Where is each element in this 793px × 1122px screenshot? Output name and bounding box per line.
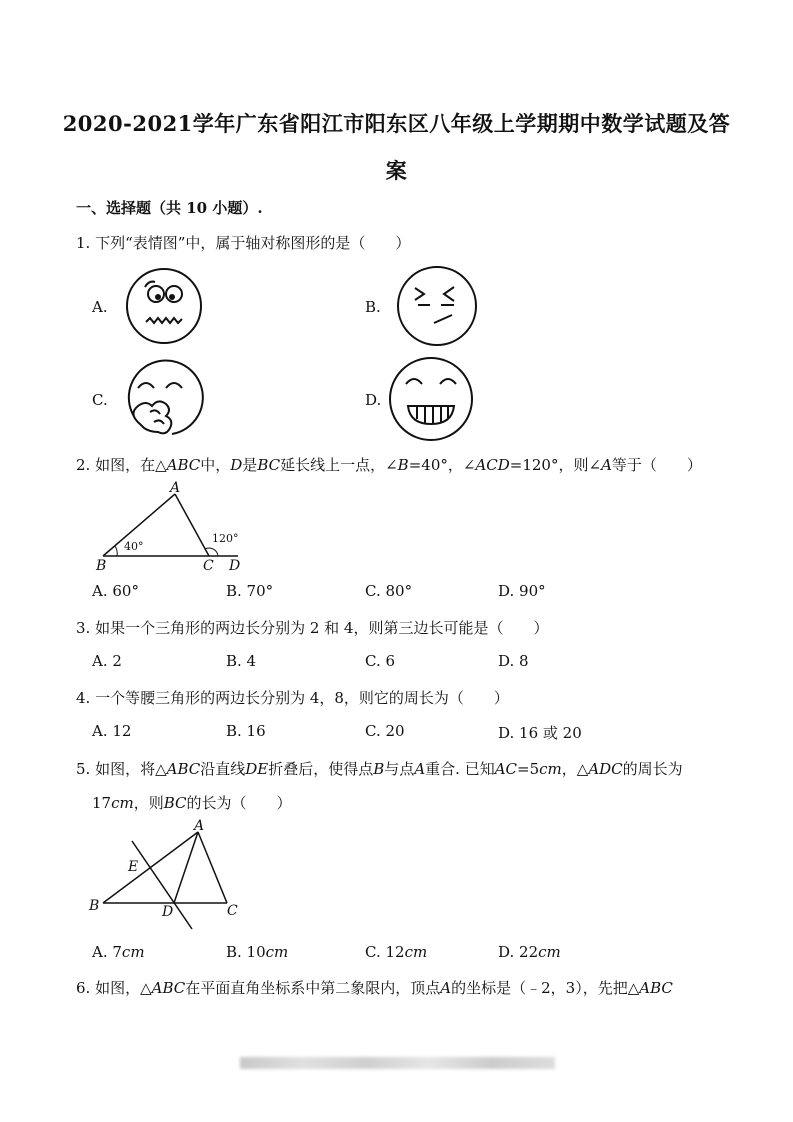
q4-option-c: C. 20	[365, 722, 405, 740]
q5-option-d: D. 22cm	[498, 943, 561, 961]
q5-option-b: B. 10cm	[226, 943, 289, 961]
question-4-text: 4. 一个等腰三角形的两边长分别为 4，8，则它的周长为（ ）	[76, 689, 509, 707]
question-1-text: 1. 下列“表情图”中，属于轴对称图形的是（ ）	[76, 234, 411, 252]
q5-vertex-c-label: C	[227, 903, 238, 919]
q2-option-b: B. 70°	[226, 582, 274, 600]
q2-vertex-d-label: D	[229, 558, 241, 574]
q1-option-d-label: D.	[365, 391, 382, 409]
q1-option-b-face-icon	[396, 265, 478, 347]
q1-option-b-label: B.	[365, 298, 381, 316]
footer-watermark	[240, 1057, 555, 1069]
q3-option-b: B. 4	[226, 652, 257, 670]
q1-option-d-face-icon	[388, 356, 474, 442]
q4-option-d: D. 16 或 20	[498, 724, 582, 742]
q3-option-a: A. 2	[92, 652, 122, 670]
q1-option-a-label: A.	[92, 298, 108, 316]
question-5-text-line2: 17cm，则BC的长为（ ）	[92, 794, 292, 812]
q4-option-b: B. 16	[226, 722, 266, 740]
q1-option-c-label: C.	[92, 391, 108, 409]
question-2-text: 2. 如图，在△ABC中，D是BC延长线上一点，∠B=40°，∠ACD=120°，则∠A等于（ ）	[76, 456, 702, 474]
q2-vertex-b-label: B	[96, 558, 107, 574]
q2-vertex-a-label: A	[170, 480, 181, 496]
q1-option-a-face-icon	[125, 268, 205, 348]
question-6-text: 6. 如图，△ABC在平面直角坐标系中第二象限内，顶点A的坐标是（﹣2，3），先把△ABC	[76, 979, 673, 997]
q2-option-a: A. 60°	[92, 582, 139, 600]
q3-option-d: D. 8	[498, 652, 529, 670]
q2-option-d: D. 90°	[498, 582, 546, 600]
q1-option-c-face-icon	[120, 358, 205, 440]
q2-angle-c-label: 120°	[212, 532, 239, 545]
question-5-text-line1: 5. 如图，将△ABC沿直线DE折叠后，使得点B与点A重合. 已知AC=5cm，△ADC的周长为	[76, 760, 683, 778]
q2-angle-b-label: 40°	[124, 540, 144, 553]
q5-vertex-b-label: B	[89, 898, 100, 914]
q5-point-d-label: D	[162, 904, 174, 920]
q2-vertex-c-label: C	[203, 558, 214, 574]
q5-option-c: C. 12cm	[365, 943, 428, 961]
q4-option-a: A. 12	[92, 722, 132, 740]
section-header: 一、选择题（共 10 小题）.	[76, 199, 263, 217]
q5-option-a: A. 7cm	[92, 943, 145, 961]
document-title-line2: 案	[385, 158, 408, 183]
document-title-line1: 2020-2021学年广东省阳江市阳东区八年级上学期期中数学试题及答	[62, 111, 731, 136]
q2-option-c: C. 80°	[365, 582, 413, 600]
q5-point-e-label: E	[128, 859, 139, 875]
q3-option-c: C. 6	[365, 652, 396, 670]
question-3-text: 3. 如果一个三角形的两边长分别为 2 和 4，则第三边长可能是（ ）	[76, 619, 549, 637]
q5-vertex-a-label: A	[194, 818, 205, 834]
